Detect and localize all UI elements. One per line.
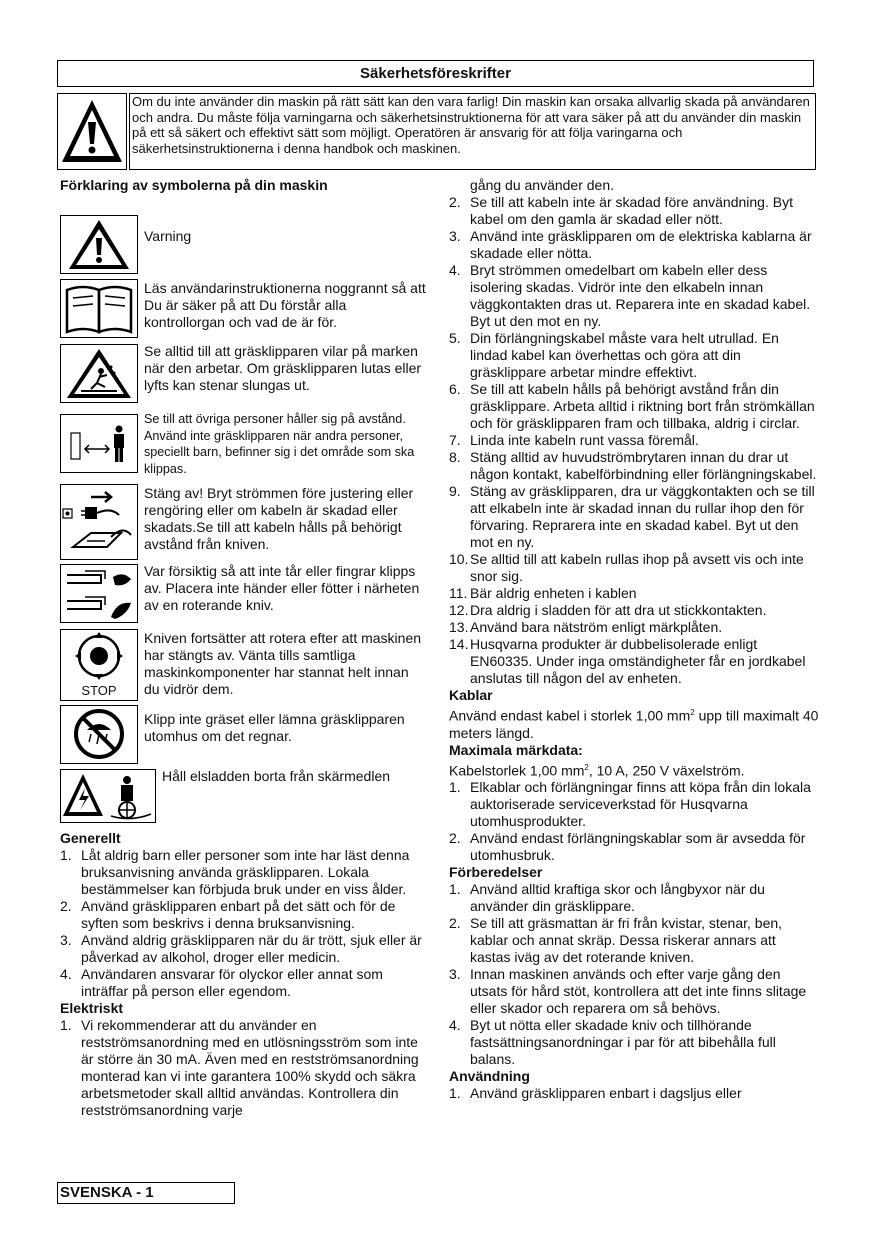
intro-text: Om du inte använder din maskin på rätt sätt kan den vara farlig! Din maskin kan orsaka allvarlig skada på användaren och andra. Du måste följa varningarna och säkerhetsinstruktionerna för att vara säker på att du använder din maskin på ett så säkert och effektivt sätt som möjligt. Operatören är ansvarig för att följa varingarna och säkerhetsinstruktionerna i denna handbok och maskinen.	[129, 93, 816, 170]
generellt-heading: Generellt	[60, 830, 121, 846]
symbol-icon-box	[60, 705, 138, 764]
list-item: 1. Elkablar och förlängningar finns att köpa från din lokala auktoriserade serviceverkstad för Husqvarna utomhusprodukter.	[449, 779, 811, 830]
intro-warning	[57, 93, 816, 170]
no-rain-icon	[61, 706, 137, 763]
symbol-icon-box	[60, 629, 138, 701]
list-item: 2. Se till att gräsmattan är fri från kvistar, stenar, ben, kablar och annat skräp. Dessa riskerar annars att kastas iväg av det roterande kniven.	[449, 915, 783, 966]
symbol-text: Se alltid till att gräsklipparen vilar på marken när den arbetar. Om gräsklipparen lutas eller lyfts kan stenar slungas ut.	[144, 343, 422, 393]
forberedelser-heading: Förberedelser	[449, 864, 543, 881]
symbol-text: Klipp inte gräset eller lämna gräsklipparen utomhus om det regnar.	[144, 711, 405, 744]
list-item: 3. Använd aldrig gräsklipparen när du är trött, sjuk eller är påverkad av alkohol, droger eller medicin.	[60, 932, 422, 965]
list-item: 1. Använd alltid kraftiga skor och långbyxor när du använder din gräsklippare.	[449, 881, 765, 915]
list-item: 2. Använd gräsklipparen enbart på det sätt och för de syften som beskrivs i denna bruksanvisning.	[60, 898, 396, 931]
list-item: 5. Din förlängningskabel måste vara helt utrullad. En lindad kabel kan överhettas och göra att din gräsklippare arbetar mindre effektivt.	[449, 330, 779, 380]
list-item: 14. Husqvarna produkter är dubbelisolerade enligt EN60335. Under inga omständigheter får en jordkabel anslutas till någon del av enheten.	[449, 636, 806, 686]
symbol-icon-box	[60, 564, 138, 623]
list-item: 1. Låt aldrig barn eller personer som inte har läst denna bruksanvisning använda gräsklipparen. Lokala bestämmelser kan förbjuda bruk under en viss ålder.	[60, 847, 410, 897]
list-item: 4. Användaren ansvarar för olyckor eller annat som inträffar på person eller egendom.	[60, 966, 383, 999]
list-item: 6. Se till att kabeln hålls på behörigt avstånd från din gräsklippare. Arbeta alltid i riktning bort från strömkällan och för gräsklipparen fram och tillbaka, aldrig i circlar.	[449, 381, 815, 431]
page-title: Säkerhetsföreskrifter	[57, 60, 814, 87]
symbol-icon-box	[60, 484, 138, 560]
list-item: 4. Bryt strömmen omedelbart om kabeln eller dess isolering skadas. Vidrör inte den elkabeln innan väggkontakten dras ut. Reparera inte en skadad kabel. Byt ut den mot en ny.	[449, 262, 811, 329]
symbol-text: Läs användarinstruktionerna noggrannt så att Du är säker på att Du förstår alla kontrollorgan och vad de är för.	[144, 280, 426, 330]
symbol-icon-box	[60, 279, 138, 338]
symbol-text: Var försiktig så att inte tår eller fingrar klipps av. Placera inte händer eller fötter i närheten av en roterande kniv.	[144, 563, 420, 613]
blade-stop-icon	[61, 630, 137, 682]
right-column	[449, 177, 819, 1102]
electric-hazard-icon	[61, 770, 155, 822]
keep-distance-icon	[61, 415, 137, 472]
thrown-object-icon	[61, 345, 137, 402]
symbol-icon-box	[60, 414, 138, 473]
symbol-icon-box	[60, 344, 138, 403]
symbol-text: Varning	[144, 228, 192, 244]
warning-box	[57, 93, 127, 170]
symbol-text: Håll elsladden borta från skärmedlen	[162, 768, 391, 784]
list-item: 9. Stäng av gräsklipparen, dra ur väggkontakten och se till att elkabeln inte är skadad innan du rullar ihop den för förvaring. Reprarera inte en skadad kabel. Byt ut den mot en ny.	[449, 483, 815, 550]
symbol-text: Kniven fortsätter att rotera efter att maskinen har stängts av. Vänta tills samtliga maskinkomponenter har stannat helt innan du vidrör dem.	[144, 630, 422, 697]
markdata-text: Kabelstorlek 1,00 $mm^2$, 10 A, 250 V växelström.	[449, 762, 745, 779]
list-item: 11. Bär aldrig enheten i kablen	[449, 585, 637, 601]
anvandning-list	[449, 1085, 819, 1102]
elektriskt-list-start	[60, 1017, 428, 1119]
elektriskt-heading: Elektriskt	[60, 1000, 124, 1016]
list-item: 1. Använd gräsklipparen enbart i dagsljus eller	[449, 1085, 742, 1102]
forberedelser-list	[449, 881, 819, 1068]
list-item: 3. Använd inte gräsklipparen om de elektriska kablarna är skadade eller nötta.	[449, 228, 812, 261]
anvandning-heading: Användning	[449, 1068, 530, 1085]
symbol-icon-box	[60, 215, 138, 274]
unplug-icon	[61, 485, 137, 559]
kablar-text: Använd endast kabel i storlek 1,00 $mm^2$ upp till maximalt 40 meters längd.	[449, 707, 819, 741]
symbol-text: Se till att övriga personer håller sig på avstånd. Använd inte gräsklipparen när andra personer, speciellt barn, befinner sig i det område som ska klippas.	[144, 412, 415, 476]
list-item: 7. Linda inte kabeln runt vassa föremål.	[449, 432, 699, 448]
list-item: 13. Använd bara nätström enligt märkplåten.	[449, 619, 723, 635]
list-item: 12. Dra aldrig i sladden för att dra ut stickkontakten.	[449, 602, 767, 618]
list-item: 2. Använd endast förlängningskablar som är avsedda för utomhusbruk.	[449, 830, 806, 864]
list-item: 2. Se till att kabeln inte är skadad före användning. Byt kabel om den gamla är skadad eller nött.	[449, 194, 793, 227]
open-book-icon	[61, 280, 137, 337]
symbol-list	[60, 194, 428, 826]
left-column	[60, 177, 428, 1119]
markdata-heading: Maximala märkdata:	[449, 741, 583, 758]
symbol-text: Stäng av! Bryt strömmen före justering eller rengöring eller om kabeln är skadad eller skadats.Se till att kabeln hålls på behörigt avstånd från kniven.	[144, 485, 414, 552]
symbols-heading: Förklaring av symbolerna på din maskin	[60, 177, 328, 193]
elektriskt-list	[449, 177, 819, 687]
list-item: 1. Vi rekommenderar att du använder en restströmsanordning med en utlösningsström som inte är större än 30 mA. Även med en restströmsanordning monterad kan vi inte garantera 100% skydd och säkra arbetsmetoder skall alltid användas. Kontrollera din restströmsanordning varje	[60, 1017, 419, 1118]
symbol-icon-box	[60, 769, 156, 823]
kablar-heading: Kablar	[449, 687, 493, 703]
list-item: 8. Stäng alltid av huvudströmbrytaren innan du drar ut någon kontakt, kabelförbindning eller förlängningskabel.	[449, 449, 817, 482]
stop-label: STOP	[81, 683, 117, 698]
warning-triangle-icon	[61, 216, 137, 273]
list-item-continued: gång du använder den.	[470, 177, 615, 193]
page-footer: SVENSKA - 1	[57, 1182, 235, 1204]
generellt-list	[60, 847, 428, 1000]
markdata-list	[449, 779, 819, 864]
list-item: 3. Innan maskinen används och efter varje gång den utsats för hård stöt, kontrollera att det inte finns slitage eller skador och reparera om så behövs.	[449, 966, 807, 1017]
warning-triangle-icon	[58, 94, 126, 169]
list-item: 10. Se alltid till att kabeln rullas ihop på avsett vis och inte snor sig.	[449, 551, 804, 584]
list-item: 4. Byt ut nötta eller skadade kniv och tillhörande fastsättningsanordningar i par för att bibehålla full balans.	[449, 1017, 776, 1068]
blade-hand-foot-icon	[61, 565, 137, 622]
